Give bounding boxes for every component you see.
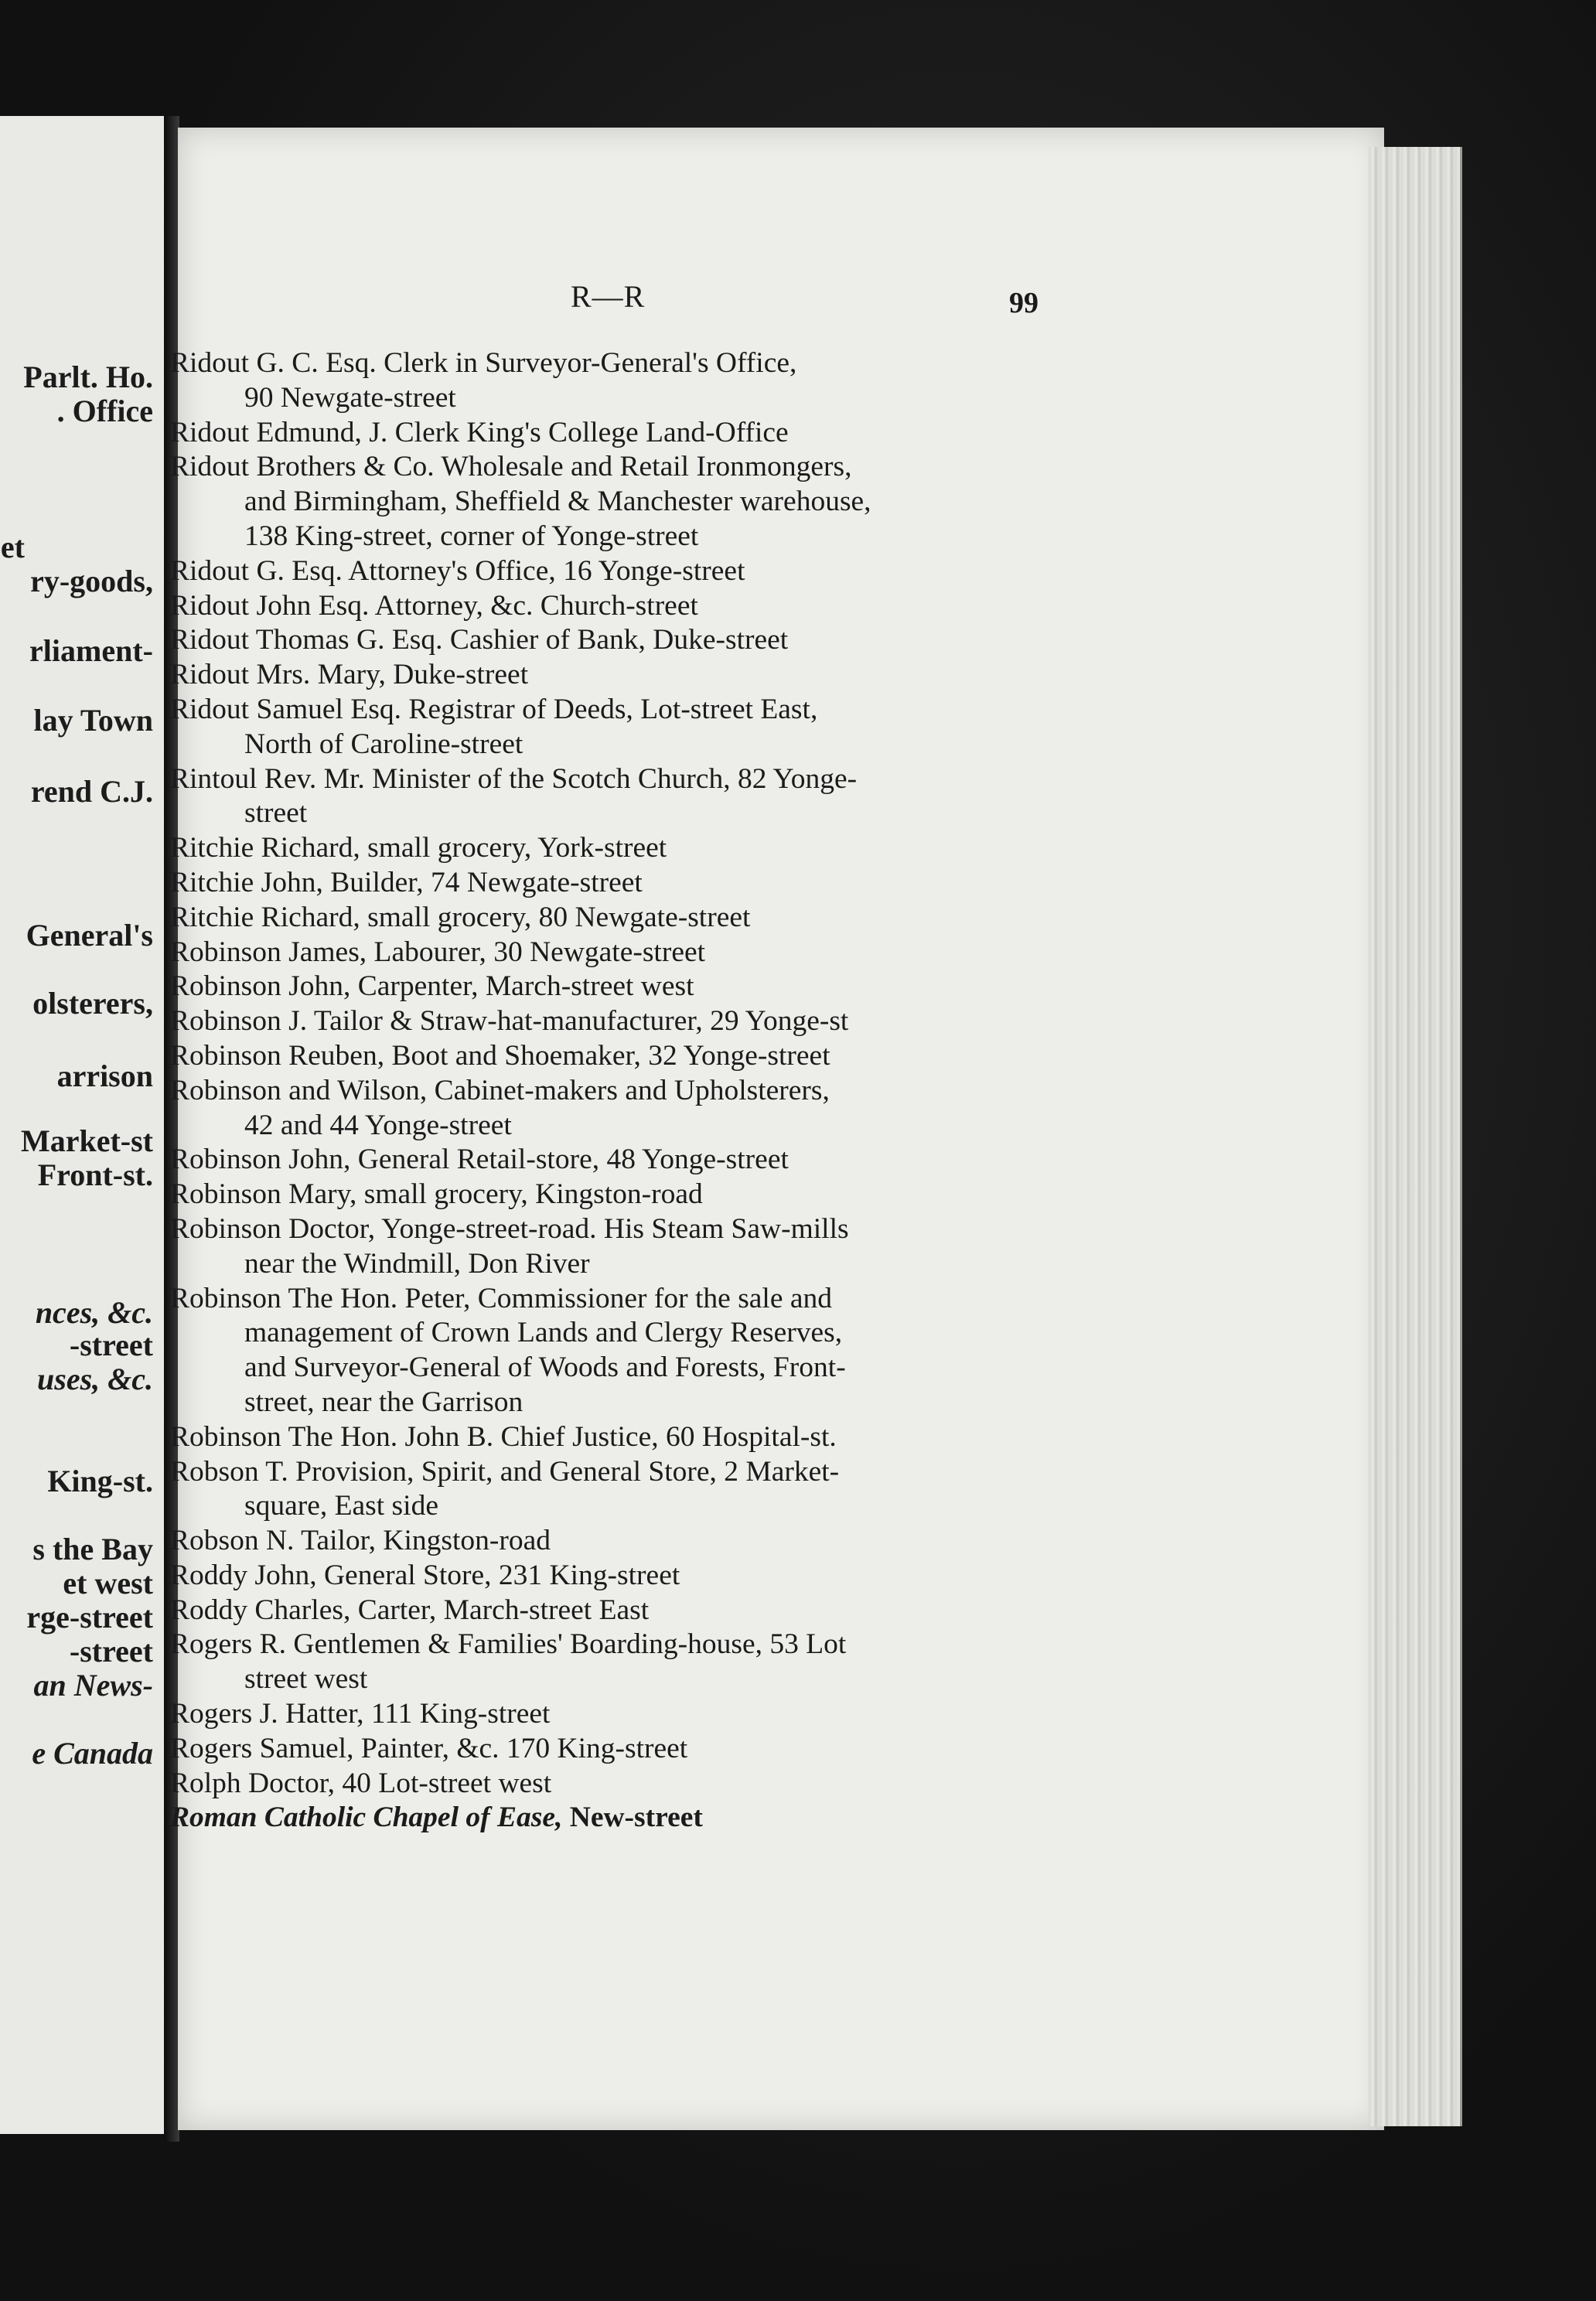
entry-line: Robinson Reuben, Boot and Shoemaker, 32 Yonge-street xyxy=(170,1039,830,1072)
left-fragment: General's xyxy=(26,918,153,953)
left-fragment: Market-st xyxy=(20,1123,153,1158)
entry-line: Roddy John, General Store, 231 King-street xyxy=(170,1559,680,1591)
entry-line: Rogers J. Hatter, 111 King-street xyxy=(170,1698,551,1730)
directory-entry xyxy=(170,416,1052,451)
directory-entry xyxy=(170,1455,1052,1525)
entry-line: Ridout John Esq. Attorney, &c. Church-street xyxy=(170,589,698,622)
page-edges xyxy=(1369,147,1462,2126)
directory-entry xyxy=(170,1524,1052,1559)
entry-continuation-line: 90 Newgate-street xyxy=(244,381,456,414)
directory-entry xyxy=(170,762,1052,832)
directory-entry xyxy=(170,554,1052,589)
directory-entry xyxy=(170,1767,1052,1802)
entry-line: Robinson J. Tailor & Straw-hat-manufacturer, 29 Yonge-st xyxy=(170,1005,849,1038)
entry-line: Robinson The Hon. John B. Chief Justice, 60 Hospital-st. xyxy=(170,1420,837,1453)
page-header xyxy=(0,278,1596,325)
entry-line: Rogers R. Gentlemen & Families' Boarding-house, 53 Lot xyxy=(170,1628,847,1661)
left-fragment: arrison xyxy=(56,1058,153,1093)
entry-line: Robinson John, Carpenter, March-street west xyxy=(170,970,694,1003)
directory-entry xyxy=(170,658,1052,693)
left-fragment: rend C.J. xyxy=(30,774,153,809)
directory-entry xyxy=(170,346,1052,416)
left-fragment: uses, &c. xyxy=(37,1362,153,1396)
entry-continuation-line: 138 King-street, corner of Yonge-street xyxy=(244,520,699,552)
directory-entry-chapel xyxy=(170,1801,1052,1836)
entry-line: Ritchie John, Builder, 74 Newgate-street xyxy=(170,866,643,898)
entry-line: Rintoul Rev. Mr. Minister of the Scotch Church, 82 Yonge- xyxy=(170,762,858,795)
chapel-name: Roman Catholic Chapel of Ease, xyxy=(170,1802,563,1834)
directory-entry xyxy=(170,831,1052,866)
left-fragment: rliament- xyxy=(29,633,153,668)
entry-continuation-line: street west xyxy=(244,1663,368,1696)
entry-line: Ridout Edmund, J. Clerk King's College Land-Office xyxy=(170,416,789,448)
directory-entry xyxy=(170,1282,1052,1420)
left-fragment: ry-goods, xyxy=(30,564,153,598)
left-fragment: e Canada xyxy=(32,1736,153,1771)
entry-continuation-line: management of Crown Lands and Clergy Reserves, xyxy=(244,1317,843,1349)
entry-continuation-line: street xyxy=(244,797,308,830)
left-fragment: Parlt. Ho. xyxy=(23,360,153,394)
entry-line: Robinson James, Labourer, 30 Newgate-street xyxy=(170,936,706,968)
entry-line: Robinson and Wilson, Cabinet-makers and Upholsterers, xyxy=(170,1074,830,1106)
entry-line: Robinson The Hon. Peter, Commissioner for the sale and xyxy=(170,1282,833,1314)
left-facing-page xyxy=(0,116,169,2134)
directory-entry xyxy=(170,1559,1052,1594)
directory-entry xyxy=(170,1074,1052,1144)
left-fragment: et west xyxy=(63,1566,153,1600)
entry-line: Robinson John, General Retail-store, 48 Yonge-street xyxy=(170,1144,789,1176)
left-fragment: -street xyxy=(69,1634,153,1669)
entry-line: Ridout G. Esq. Attorney's Office, 16 Yonge-street xyxy=(170,554,745,587)
directory-entry xyxy=(170,936,1052,970)
left-fragment: an News- xyxy=(33,1668,153,1703)
left-fragment: et xyxy=(0,530,25,564)
entry-line: Robinson Mary, small grocery, Kingston-road xyxy=(170,1178,703,1211)
entry-continuation-line: square, East side xyxy=(244,1490,438,1522)
entry-line: Robinson Doctor, Yonge-street-road. His Steam Saw-mills xyxy=(170,1212,849,1245)
left-fragment: King-st. xyxy=(47,1464,153,1498)
entry-continuation-line: 42 and 44 Yonge-street xyxy=(244,1109,512,1141)
entry-continuation-line: and Birmingham, Sheffield & Manchester warehouse, xyxy=(244,486,871,518)
left-fragment: rge-street xyxy=(26,1600,153,1635)
entry-line: Ritchie Richard, small grocery, York-street xyxy=(170,832,667,864)
running-head: R—R xyxy=(571,279,646,314)
left-fragment: olsterers, xyxy=(32,986,153,1021)
entry-continuation-line: near the Windmill, Don River xyxy=(244,1247,590,1280)
directory-entry xyxy=(170,1039,1052,1074)
entry-line: Roddy Charles, Carter, March-street East xyxy=(170,1594,650,1626)
entry-continuation-line: and Surveyor-General of Woods and Forests, Front- xyxy=(244,1352,846,1384)
directory-entry xyxy=(170,1628,1052,1697)
directory-entry xyxy=(170,866,1052,901)
left-fragment: s the Bay xyxy=(32,1532,153,1566)
directory-entries xyxy=(170,346,1052,1836)
directory-entry xyxy=(170,1697,1052,1732)
directory-entry xyxy=(170,1732,1052,1767)
directory-entry xyxy=(170,1212,1052,1282)
left-fragment: . Office xyxy=(56,394,153,428)
left-fragment: lay Town xyxy=(33,703,153,738)
directory-entry xyxy=(170,1594,1052,1628)
directory-entry xyxy=(170,589,1052,624)
left-fragment: -street xyxy=(69,1328,153,1362)
entry-line: Robson N. Tailor, Kingston-road xyxy=(170,1525,551,1557)
left-fragment: nces, &c. xyxy=(35,1295,153,1330)
entry-line: Ritchie Richard, small grocery, 80 Newgate-street xyxy=(170,901,751,933)
directory-entry xyxy=(170,450,1052,554)
entry-line: Ridout Mrs. Mary, Duke-street xyxy=(170,659,529,691)
directory-entry xyxy=(170,1420,1052,1455)
directory-entry xyxy=(170,1178,1052,1212)
entry-line: Ridout Samuel Esq. Registrar of Deeds, Lot-street East, xyxy=(170,693,818,725)
directory-entry xyxy=(170,901,1052,936)
directory-entry xyxy=(170,693,1052,762)
entry-line: Ridout Thomas G. Esq. Cashier of Bank, Duke-street xyxy=(170,624,789,656)
entry-continuation-line: North of Caroline-street xyxy=(244,728,523,760)
left-fragment: Front-st. xyxy=(37,1157,153,1192)
directory-entry xyxy=(170,1004,1052,1039)
chapel-street: New-street xyxy=(562,1802,703,1834)
entry-line: Rogers Samuel, Painter, &c. 170 King-street xyxy=(170,1732,688,1764)
entry-line: Robson T. Provision, Spirit, and General Store, 2 Market- xyxy=(170,1455,840,1488)
directory-entry xyxy=(170,970,1052,1004)
directory-entry xyxy=(170,623,1052,658)
entry-continuation-line: street, near the Garrison xyxy=(244,1386,523,1418)
page-number: 99 xyxy=(1009,287,1038,319)
entry-line: Rolph Doctor, 40 Lot-street west xyxy=(170,1767,552,1799)
entry-line: Ridout Brothers & Co. Wholesale and Retail Ironmongers, xyxy=(170,451,852,483)
directory-entry xyxy=(170,1143,1052,1178)
entry-line: Ridout G. C. Esq. Clerk in Surveyor-General's Office, xyxy=(170,347,797,379)
